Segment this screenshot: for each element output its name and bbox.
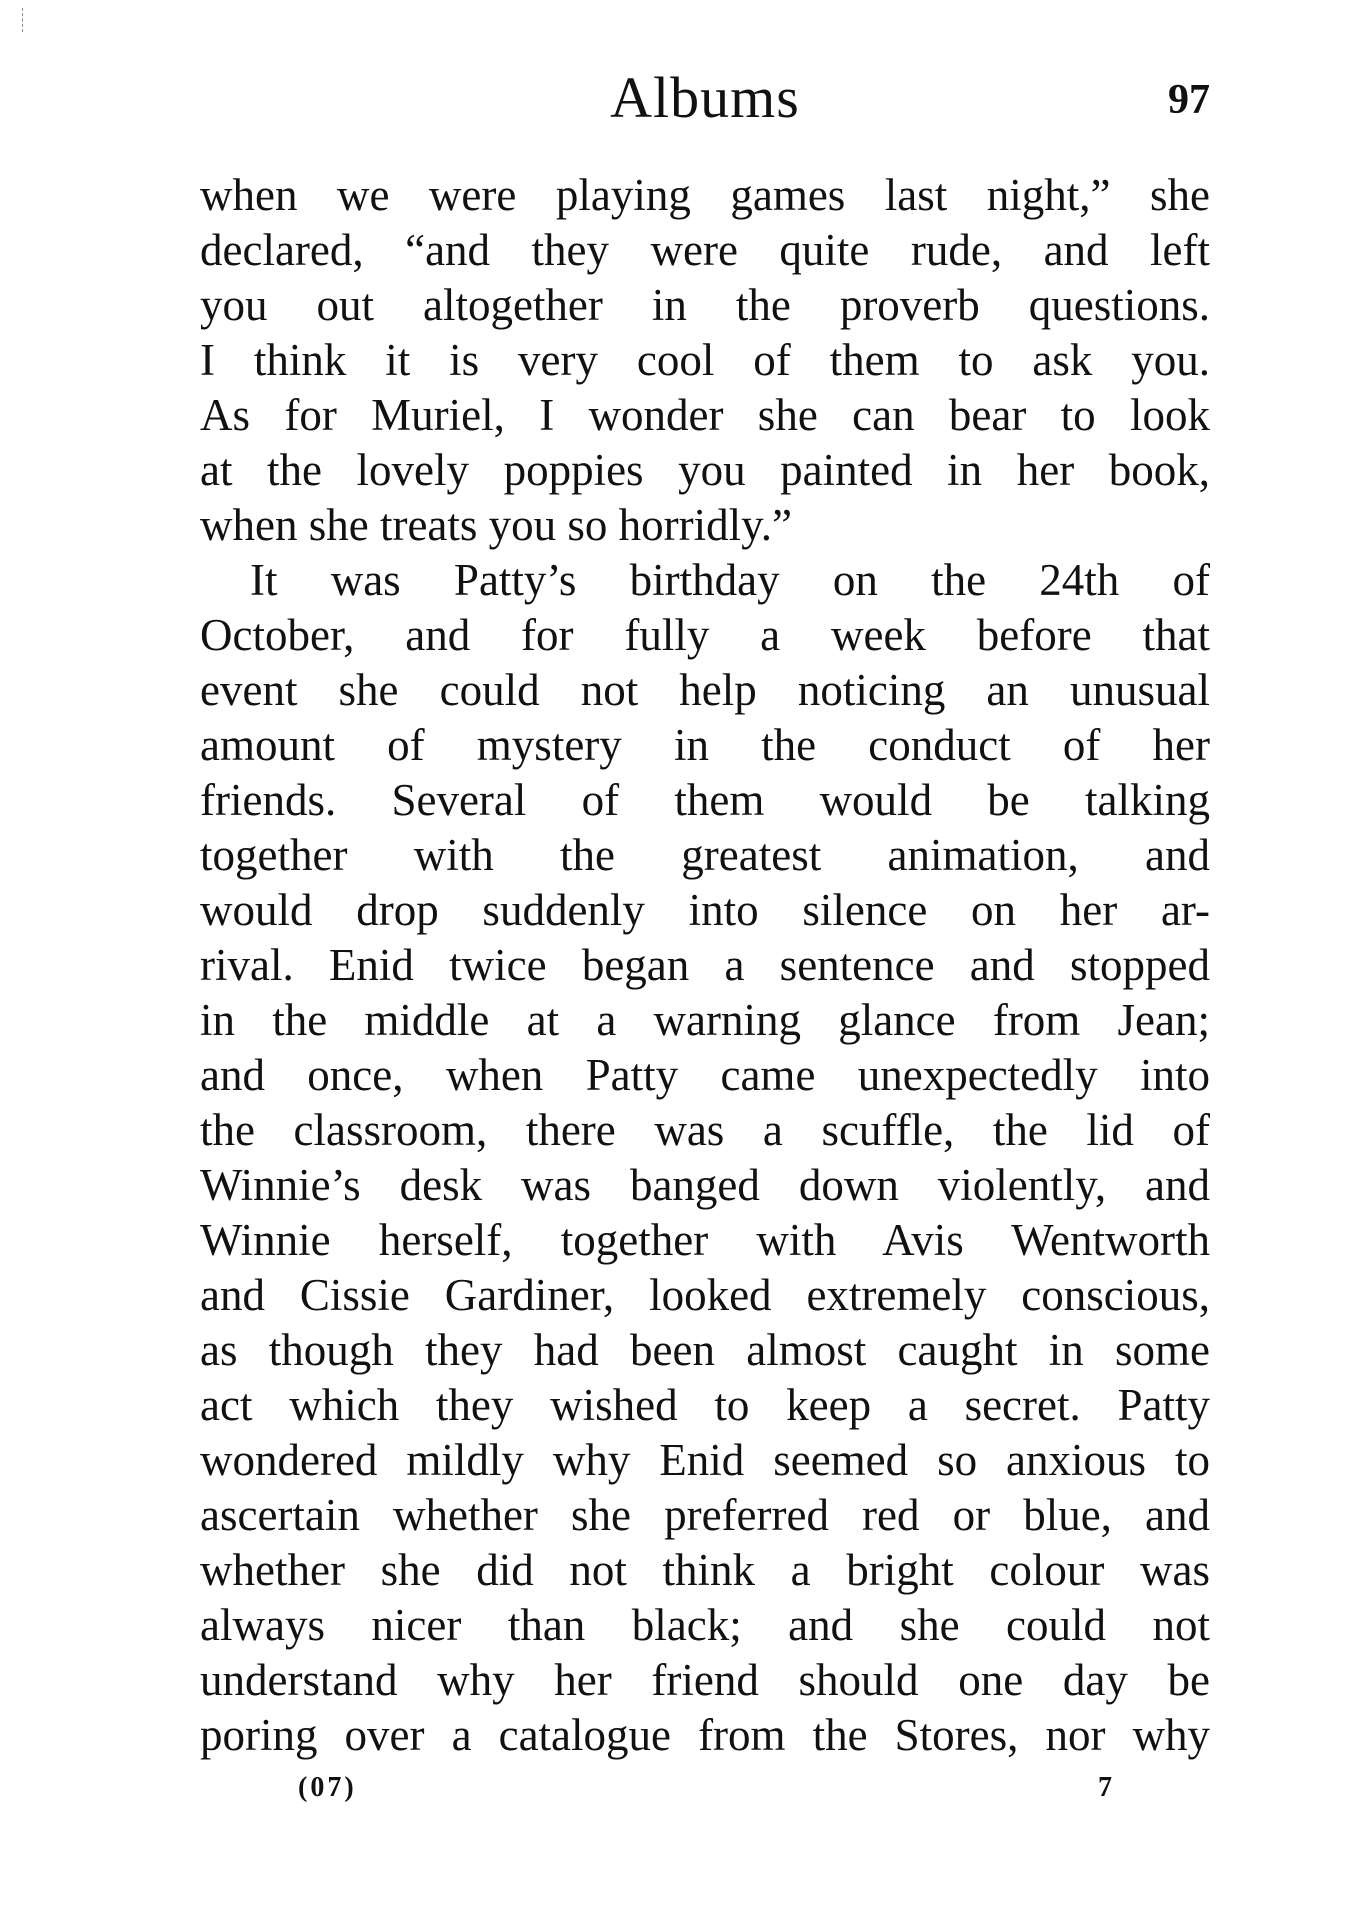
text-line: event she could not help noticing an unusual: [200, 665, 1210, 715]
text-line: It was Patty’s birthday on the 24th of: [250, 555, 1210, 605]
text-line: in the middle at a warning glance from Jean;: [200, 995, 1210, 1045]
running-head: [200, 58, 1210, 138]
text-line: and once, when Patty came unexpectedly into: [200, 1050, 1210, 1100]
signature-number: (07): [298, 1772, 357, 1803]
text-line: you out altogether in the proverb questions.: [200, 280, 1210, 330]
page-number: 97: [1168, 77, 1210, 123]
text-line: wondered mildly why Enid seemed so anxious to: [200, 1435, 1210, 1485]
text-line: and Cissie Gardiner, looked extremely conscious,: [200, 1270, 1210, 1320]
text-line: amount of mystery in the conduct of her: [200, 720, 1210, 770]
text-line: as though they had been almost caught in some: [200, 1325, 1210, 1375]
page-footer: [200, 1768, 1210, 1808]
text-line: would drop suddenly into silence on her ar-: [200, 885, 1210, 935]
text-line: when she treats you so horridly.”: [200, 500, 792, 550]
text-line: declared, “and they were quite rude, and left: [200, 225, 1210, 275]
text-line: October, and for fully a week before that: [200, 610, 1210, 660]
text-line: always nicer than black; and she could not: [200, 1600, 1210, 1650]
running-title: Albums: [610, 65, 800, 130]
text-line: together with the greatest animation, and: [200, 830, 1210, 880]
text-line: ascertain whether she preferred red or blue, and: [200, 1490, 1210, 1540]
text-line: Winnie herself, together with Avis Wentworth: [200, 1215, 1210, 1265]
text-line: act which they wished to keep a secret. Patty: [200, 1380, 1210, 1430]
body-text: [200, 168, 1210, 1763]
text-line: friends. Several of them would be talking: [200, 775, 1210, 825]
scan-edge-mark: [22, 8, 24, 32]
text-line: when we were playing games last night,” she: [200, 170, 1210, 220]
text-line: at the lovely poppies you painted in her book,: [200, 445, 1210, 495]
text-line: poring over a catalogue from the Stores, nor why: [200, 1710, 1210, 1760]
text-line: As for Muriel, I wonder she can bear to look: [200, 390, 1210, 440]
signature-mark: 7: [1098, 1772, 1112, 1803]
text-line: I think it is very cool of them to ask you.: [200, 335, 1210, 385]
text-line: Winnie’s desk was banged down violently, and: [200, 1160, 1210, 1210]
text-line: the classroom, there was a scuffle, the lid of: [200, 1105, 1210, 1155]
text-line: whether she did not think a bright colour was: [200, 1545, 1210, 1595]
text-line: rival. Enid twice began a sentence and stopped: [200, 940, 1210, 990]
text-line: understand why her friend should one day be: [200, 1655, 1210, 1705]
